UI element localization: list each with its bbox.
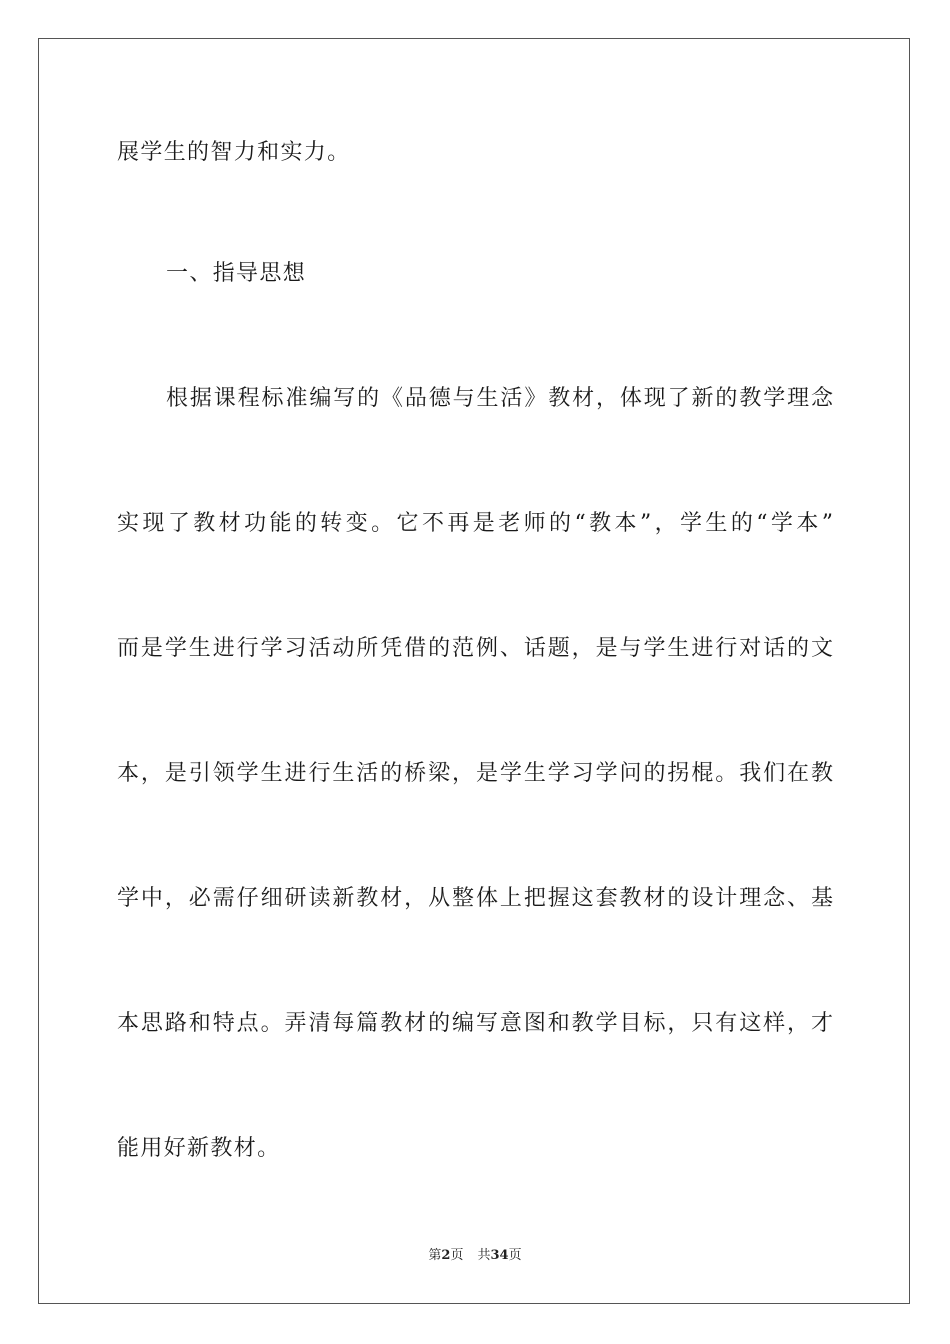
section-heading: 一、指导思想 (166, 261, 307, 286)
footer-page-number: 2 (441, 1248, 451, 1263)
footer-page-prefix: 第 (428, 1248, 442, 1263)
footer-total-pages: 34 (490, 1248, 509, 1263)
footer-total-prefix: 共 (477, 1248, 491, 1263)
footer-page-suffix: 页 (450, 1248, 464, 1263)
page-border (38, 38, 910, 1304)
paragraph-line-1: 展学生的智力和实力。 (117, 140, 351, 165)
paragraph-line-6: 学中，必需仔细研读新教材，从整体上把握这套教材的设计理念、基 (117, 886, 833, 911)
paragraph-line-5: 本，是引领学生进行生活的桥梁，是学生学习学问的拐棍。我们在教 (117, 761, 833, 786)
page-footer (0, 1246, 950, 1266)
paragraph-line-2: 根据课程标准编写的《品德与生活》教材，体现了新的教学理念 (166, 386, 833, 411)
paragraph-line-8: 能用好新教材。 (117, 1136, 281, 1161)
paragraph-line-7: 本思路和特点。弄清每篇教材的编写意图和教学目标，只有这样，才 (117, 1011, 833, 1036)
footer-total-suffix: 页 (508, 1248, 522, 1263)
paragraph-line-4: 而是学生进行学习活动所凭借的范例、话题，是与学生进行对话的文 (117, 636, 833, 661)
paragraph-line-3: 实现了教材功能的转变。它不再是老师的“教本”，学生的“学本” (117, 511, 833, 536)
